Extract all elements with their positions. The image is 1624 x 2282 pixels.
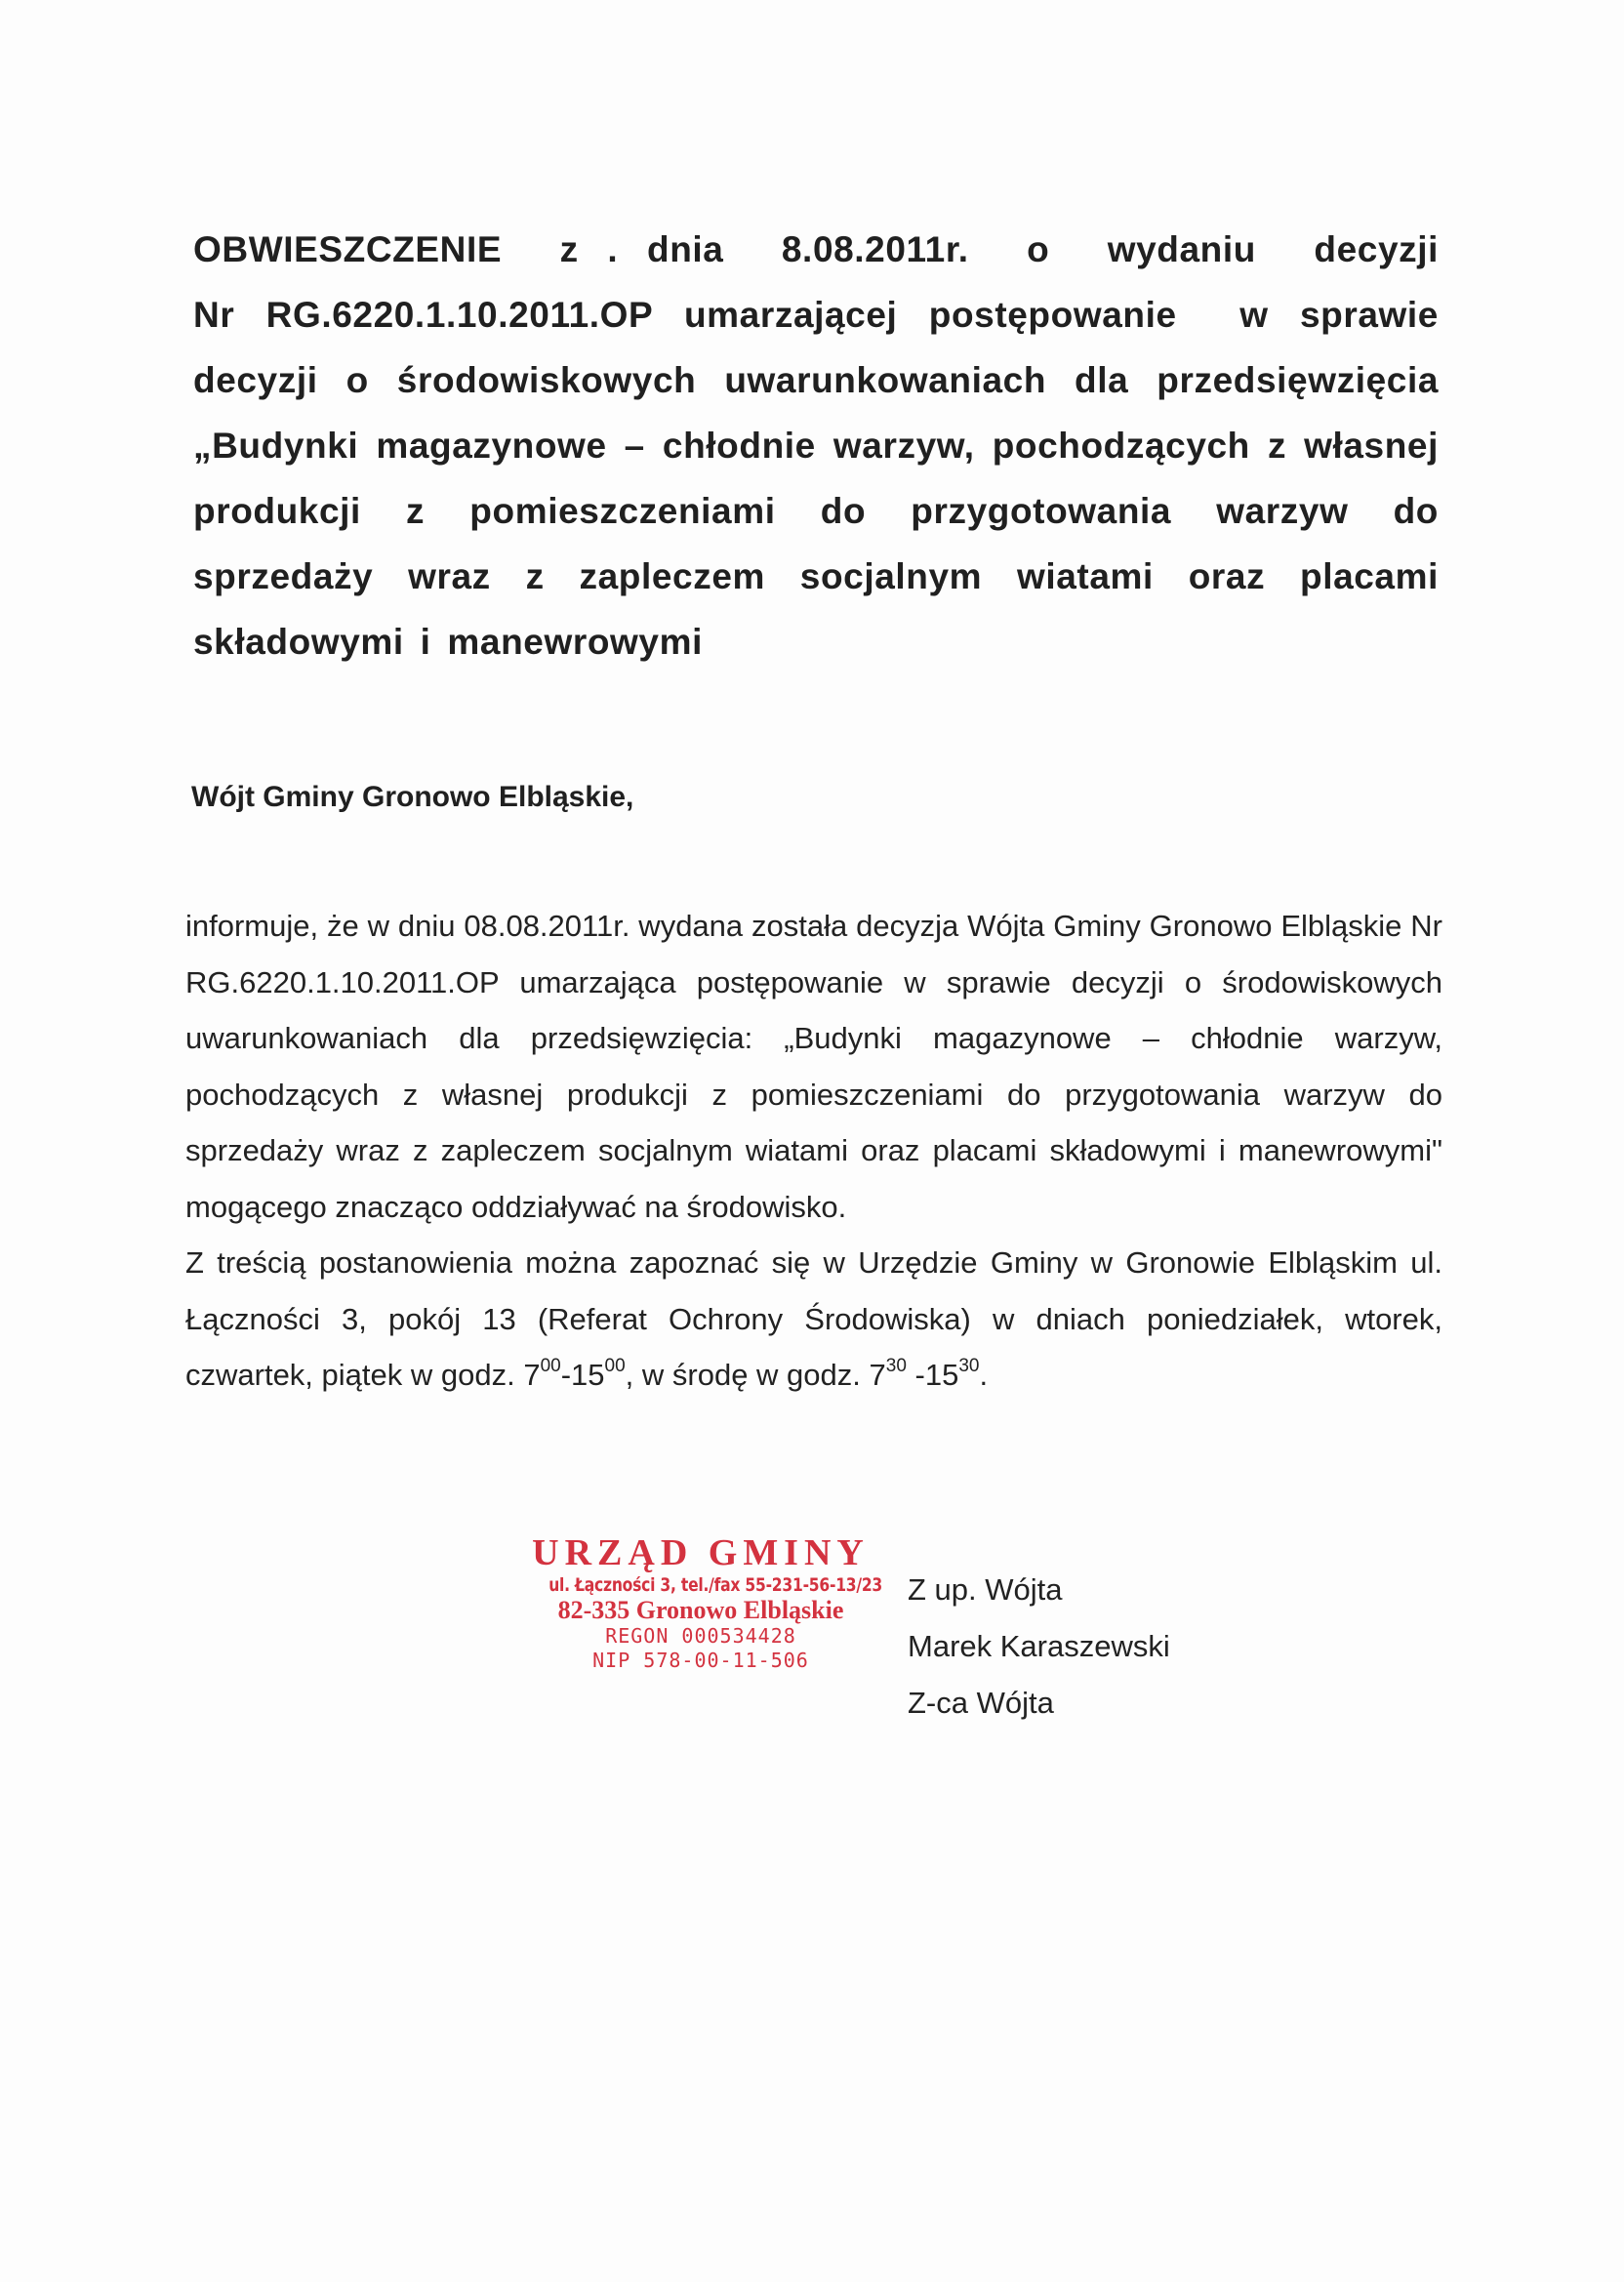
heading-line-1: OBWIESZCZENIE z . dnia 8.08.2011r. o wydaniu decyzji — [193, 229, 1439, 269]
stamp-city: 82-335 Gronowo Elbląskie — [557, 1596, 844, 1624]
hours-wednesday: $7^{30}$ $-15^{30}$ — [869, 1356, 980, 1392]
paragraph-2-text: Z treścią postanowienia można zapoznać się w Urzędzie Gminy w Gronowie Elbląskim ul. Łączności 3, pokój 13 (Referat Ochrony Środowiska) w dniach poniedziałek, wtorek, czwartek, piątek w godz. — [185, 1245, 1442, 1392]
heading-line-6: sprzedaży wraz z zapleczem socjalnym wiatami oraz placami — [193, 556, 1439, 596]
body-paragraph-2: Z treścią postanowienia można zapoznać się w Urzędzie Gminy w Gronowie Elbląskim ul. Łączności 3, pokój 13 (Referat Ochrony Środowiska) w dniach poniedziałek, wtorek, czwartek, piątek w godz. $7^{00}-15^{00}$, w środę w godz. $7^{30}$ $-15^{30}$. — [185, 1245, 1442, 1392]
heading-line-2: Nr RG.6220.1.10.2011.OP umarzającej postępowanie w sprawie — [193, 295, 1439, 335]
official-name: Wójt Gminy Gronowo Elbląskie, — [191, 781, 634, 813]
heading-line-7: składowymi i manewrowymi — [193, 622, 703, 662]
office-stamp — [515, 1532, 886, 1673]
heading-line-4: „Budynki magazynowe – chłodnie warzyw, pochodzących z własnej — [193, 426, 1439, 466]
heading-line-3: decyzji o środowiskowych uwarunkowaniach dla przedsięwzięcia — [193, 360, 1439, 400]
announcement-heading — [193, 217, 1439, 674]
stamp-title: URZĄD GMINY — [532, 1532, 870, 1573]
stamp-regon: REGON 000534428 — [605, 1624, 796, 1648]
signature-line-2: Marek Karaszewski — [908, 1629, 1170, 1663]
stamp-address: ul. Łączności 3, tel./fax 55-231-56-13/23 — [548, 1574, 883, 1596]
signature-line-1: Z up. Wójta — [908, 1572, 1063, 1607]
hours-weekday: $7^{00}-15^{00}$ — [523, 1356, 626, 1392]
wednesday-text: , w środę w godz. — [625, 1358, 861, 1392]
signature-line-3: Z-ca Wójta — [908, 1686, 1054, 1720]
heading-line-5: produkcji z pomieszczeniami do przygotowania warzyw do — [193, 491, 1439, 531]
announcement-body — [185, 898, 1442, 1404]
stamp-nip: NIP 578-00-11-506 — [592, 1649, 809, 1672]
signature-block — [908, 1562, 1170, 1732]
body-paragraph-1: informuje, że w dniu 08.08.2011r. wydana została decyzja Wójta Gminy Gronowo Elbląskie Nr RG.6220.1.10.2011.OP umarzająca postępowanie w sprawie decyzji o środowiskowych uwarunkowaniach dla przedsięwzięcia: „Budynki magazynowe – chłodnie warzyw, pochodzących z własnej produkcji z pomieszczeniami do przygotowania warzyw do sprzedaży wraz z zapleczem socjalnym wiatami oraz placami składowymi i manewrowymi" mogącego znacząco oddziaływać na środowisko. — [185, 909, 1442, 1224]
